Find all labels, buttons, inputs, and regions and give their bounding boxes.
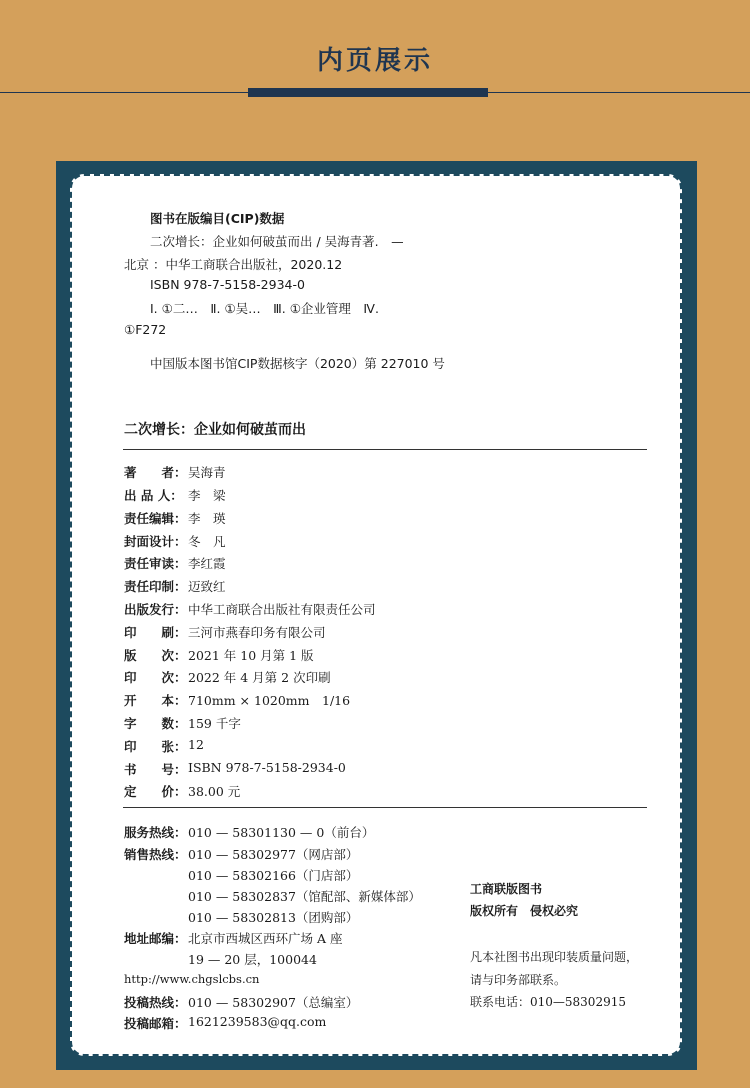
submission-phone: 010 — 58302907（总编室） <box>188 995 359 1010</box>
info-label: 开 本： <box>124 693 187 708</box>
info-row <box>124 782 240 800</box>
cip-line: Ⅰ. ①二… Ⅱ. ①吴… Ⅲ. ①企业管理 Ⅳ. <box>150 301 379 316</box>
divider <box>123 807 647 808</box>
cip-line: 二次增长：企业如何破茧而出 / 吴海青著. — <box>150 234 404 249</box>
sales-hotline: 010 — 58302166（门店部） <box>188 868 359 883</box>
info-value: 中华工商联合出版社有限责任公司 <box>188 602 376 617</box>
contact-row <box>124 823 374 841</box>
info-row <box>124 577 226 595</box>
address: 19 — 20 层，100044 <box>188 952 317 967</box>
info-row <box>124 691 350 709</box>
header-accent-bar <box>248 88 488 97</box>
quality-notice: 请与印务部联系。 <box>470 973 567 987</box>
info-label: 出版发行： <box>124 602 187 617</box>
cip-line: ①F272 <box>124 322 167 337</box>
publisher-brand: 工商联版图书 <box>470 882 543 896</box>
info-label: 出 品 人： <box>124 488 183 503</box>
address: 北京市西城区西环广场 A 座 <box>188 931 343 946</box>
info-row <box>124 463 226 481</box>
contact-phone: 联系电话：010—58302915 <box>470 995 626 1009</box>
divider <box>123 449 647 450</box>
info-value: 2022 年 4 月第 2 次印刷 <box>188 670 331 685</box>
cip-line: 北京 ：中华工商联合出版社，2020.12 <box>124 257 343 272</box>
website-link[interactable]: http://www.chgslcbs.cn <box>124 972 260 986</box>
book-title: 二次增长：企业如何破茧而出 <box>124 422 306 438</box>
info-value: 710mm × 1020mm 1/16 <box>188 693 351 708</box>
submission-email: 1621239583@qq.com <box>188 1014 327 1029</box>
info-label: 印 张： <box>124 739 187 754</box>
cip-title: 图书在版编目(CIP)数据 <box>150 211 285 226</box>
contact-row <box>124 1014 326 1032</box>
info-label: 责任审读： <box>124 556 187 571</box>
info-row <box>124 486 226 504</box>
info-row <box>124 646 314 664</box>
info-label: 责任印制： <box>124 579 187 594</box>
contact-label: 服务热线： <box>124 825 187 840</box>
info-value: 三河市燕春印务有限公司 <box>188 625 326 640</box>
info-value: 2021 年 10 月第 1 版 <box>188 648 314 663</box>
info-label: 印 次： <box>124 670 187 685</box>
info-value: 吴海青 <box>188 465 226 480</box>
rights-notice: 版权所有 侵权必究 <box>470 904 579 918</box>
info-value: 12 <box>188 737 204 752</box>
cip-line: ISBN 978-7-5158-2934-0 <box>150 277 305 292</box>
info-value: 李 瑛 <box>188 511 226 526</box>
info-label: 封面设计： <box>124 534 187 549</box>
info-row <box>124 714 241 732</box>
info-value: 迈致红 <box>188 579 226 594</box>
service-hotline: 010 — 58301130 — 0（前台） <box>188 825 375 840</box>
info-row <box>124 509 226 527</box>
sales-hotline: 010 — 58302977（网店部） <box>188 847 359 862</box>
info-value: 冬 凡 <box>188 534 226 549</box>
contact-row <box>124 993 358 1011</box>
contact-row <box>124 929 342 947</box>
sales-hotline: 010 — 58302837（馆配部、新媒体部） <box>188 889 421 904</box>
info-row <box>124 760 346 778</box>
info-label: 责任编辑： <box>124 511 187 526</box>
info-row <box>124 554 226 572</box>
cip-number: 中国版本图书馆CIP数据核字（2020）第 227010 号 <box>150 356 445 371</box>
info-label: 字 数： <box>124 716 187 731</box>
info-row <box>124 668 331 686</box>
contact-label: 投稿邮箱： <box>124 1016 187 1031</box>
contact-label: 投稿热线： <box>124 995 187 1010</box>
info-row <box>124 600 376 618</box>
info-label: 定 价： <box>124 784 187 799</box>
contact-label: 地址邮编： <box>124 931 187 946</box>
info-row <box>124 532 226 550</box>
info-value: 李 梁 <box>188 488 226 503</box>
info-value: ISBN 978-7-5158-2934-0 <box>188 760 346 775</box>
info-label: 书 号： <box>124 762 187 777</box>
page-title: 内页展示 <box>316 46 433 76</box>
contact-label: 销售热线： <box>124 847 187 862</box>
info-row <box>124 737 204 755</box>
contact-row <box>124 845 358 863</box>
info-label: 著 者： <box>124 465 187 480</box>
info-label: 版 次： <box>124 648 187 663</box>
info-value: 159 千字 <box>188 716 241 731</box>
info-label: 印 刷： <box>124 625 187 640</box>
info-row <box>124 623 326 641</box>
quality-notice: 凡本社图书出现印装质量问题， <box>470 950 639 964</box>
info-value: 38.00 元 <box>188 784 241 799</box>
info-value: 李红霞 <box>188 556 226 571</box>
sales-hotline: 010 — 58302813（团购部） <box>188 910 359 925</box>
